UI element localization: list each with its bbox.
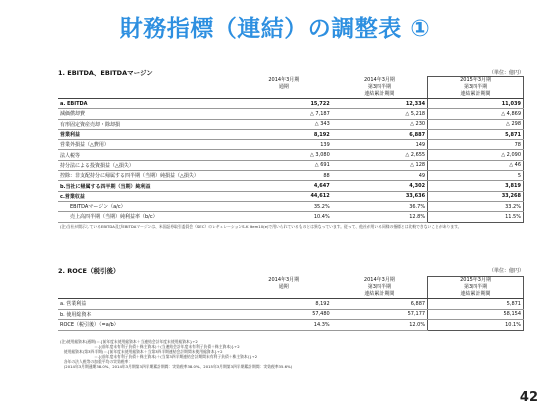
ebitda-table [58,76,524,223]
section1-footnote: (注)当社が開示しているEBITDA及びEBITDAマージンは、米国証券取引委員会（SEC）のレギュレーションS-K Item10(e)で用いられているものとは異なっています。従って、他社が用いる同様の指標とは比較できないことがあります。 [60,224,462,229]
cell-value: 15,722 [236,99,332,109]
section2-title: 2. ROCE（税引後） [58,267,120,275]
page-number: 42 [519,390,538,405]
cell-value: △ 128 [332,160,428,170]
table-row [58,129,524,139]
section2-unit: （単位：億円） [488,268,524,274]
note-line: 各年の法人税等の加重平均の実効税率： [60,359,133,364]
cell-value: 12.0% [332,320,428,331]
cell-value: 49 [332,171,428,181]
row-label: 持分法による投資損益（△損失） [58,160,236,170]
cell-value: △ 343 [236,119,332,129]
cell-value: 11.5% [428,212,524,222]
row-label: 営業利益 [58,129,236,139]
page-title: 財務指標（連結）の調整表 ① [119,16,431,42]
note-line: (注)使用総資本(通期)＝{前年度末使用総資本＋当連結会計年度末使用総資本}÷2 [60,339,198,344]
note-line: ＝{(前年度末有利子負債＋株主資本)＋(当第3四半期連結会計期間末有利子負債＋株主資本)}÷2 [60,354,258,359]
cell-value: △ 230 [332,119,428,129]
cell-value: 12,334 [332,99,428,109]
table-row [58,160,524,170]
cell-value: △ 2,655 [332,150,428,160]
cell-value: 6,887 [332,299,428,310]
table-row [58,119,524,129]
column-header: 2014年3月期 第3四半期 連結累計期間 [332,277,428,299]
row-label: b. 使用総資本 [58,309,236,320]
cell-value: 58,154 [428,309,524,320]
table-row [58,212,524,222]
table-row [58,109,524,119]
cell-value: 14.3% [236,320,332,331]
table-row [58,320,524,331]
table-row [58,99,524,109]
row-label: c.営業収益 [58,191,236,201]
roce-table [58,276,524,331]
cell-value: 4,302 [332,181,428,191]
cell-value: 12.8% [332,212,428,222]
cell-value: 33,636 [332,191,428,201]
cell-value: 6,887 [332,129,428,139]
table-header-row [58,77,524,99]
cell-value: 5,871 [428,299,524,310]
cell-value: 35.2% [236,201,332,211]
row-label: b.当社に帰属する四半期（当期）純利益 [58,181,236,191]
cell-value: 44,612 [236,191,332,201]
table-row [58,171,524,181]
note-line: 使用総資本(第3四半期)＝{前年度末使用総資本＋当第3四半期連結会計期間末使用総資本}÷2 [60,349,223,354]
table-row [58,140,524,150]
cell-value: 33.2% [428,201,524,211]
note-line: (2014年3月期通期38.0%、2014年3月期第3四半期累計期間：実効税率38.0%、2015年3月期第3四半期累計期間：実効税率35.6%) [60,364,293,369]
table-row [58,299,524,310]
row-label: a. 営業利益 [58,299,236,310]
table-header-row [58,277,524,299]
cell-value: 8,192 [236,299,332,310]
cell-value: 3,819 [428,181,524,191]
column-header: 2015年3月期 第3四半期 連結累計期間 [428,77,524,99]
cell-value: 149 [332,140,428,150]
column-header: 2014年3月期 通期 [236,277,332,299]
cell-value: 10.1% [428,320,524,331]
column-header: 2015年3月期 第3四半期 連結累計期間 [428,277,524,299]
row-label: ROCE（税引後）（=a/b） [58,320,236,331]
cell-value: 5 [428,171,524,181]
cell-value: △ 2,090 [428,150,524,160]
cell-value: 88 [236,171,332,181]
cell-value: 4,647 [236,181,332,191]
row-label: 有形固定資産売却・除却損 [58,119,236,129]
cell-value: 10.4% [236,212,332,222]
cell-value: 57,480 [236,309,332,320]
cell-value: △ 298 [428,119,524,129]
cell-value: △ 4,869 [428,109,524,119]
section1-unit: （単位：億円） [488,70,524,76]
column-header: 2014年3月期 通期 [236,77,332,99]
note-line: ＝{(前年度末有利子負債＋株主資本)＋(当連結会計年度末有利子負債＋株主資本)}÷2 [60,344,240,349]
cell-value: 5,871 [428,129,524,139]
row-label: EBITDAマージン（a/c） [58,201,236,211]
row-label: a. EBITDA [58,99,236,109]
cell-value: △ 5,218 [332,109,428,119]
cell-value: △ 7,187 [236,109,332,119]
table-row [58,191,524,201]
cell-value: 36.7% [332,201,428,211]
cell-value: 11,039 [428,99,524,109]
table-row [58,181,524,191]
cell-value: △ 691 [236,160,332,170]
row-label: 減価償却費 [58,109,236,119]
column-header: 2014年3月期 第3四半期 連結累計期間 [332,77,428,99]
cell-value: 78 [428,140,524,150]
cell-value: △ 46 [428,160,524,170]
cell-value: 33,268 [428,191,524,201]
row-label: 営業外損益（△費用） [58,140,236,150]
table-row [58,309,524,320]
section1-title: 1. EBITDA、EBITDAマージン [58,69,153,77]
row-label: 控除：非支配持分に帰属する四半期（当期）純損益（△損失） [58,171,236,181]
section2-notes [60,339,510,369]
cell-value: 139 [236,140,332,150]
cell-value: 57,177 [332,309,428,320]
table-row [58,201,524,211]
table-row [58,150,524,160]
cell-value: 8,192 [236,129,332,139]
row-label: 売上高四半期（当期）純利益率（b/c） [58,212,236,222]
cell-value: △ 3,080 [236,150,332,160]
row-label: 法人税等 [58,150,236,160]
